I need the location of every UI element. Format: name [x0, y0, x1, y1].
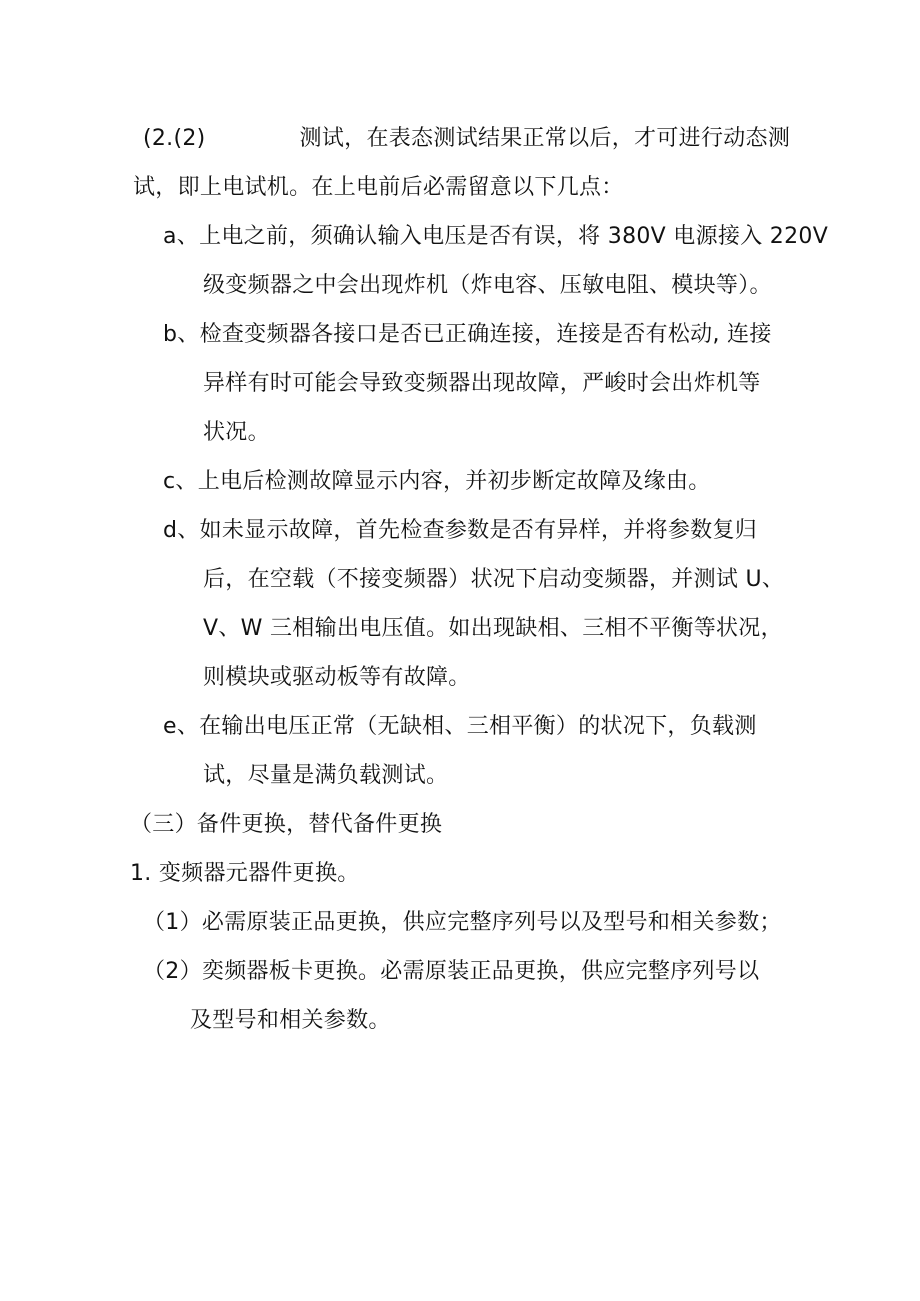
item-c-line-1: c、上电后检测故障显示内容，并初步断定故障及缘由。 [163, 469, 711, 494]
item-d-line-2: 后，在空载（不接变频器）状况下启动变频器，并测试 U、 [203, 567, 785, 592]
section-2-2-number: (2.(2) [143, 126, 206, 151]
section-2-2-line-1 [143, 124, 790, 154]
section-2-2-text-1: 测试，在表态测试结果正常以后，才可进行动态测 [299, 126, 791, 151]
item-b-line-3: 状况。 [203, 420, 270, 445]
item-d-line-4: 则模块或驱动板等有故障。 [203, 665, 471, 690]
section-3-paragraph-2-line-2: 及型号和相关参数。 [190, 1008, 391, 1033]
item-b-line-1: b、检查变频器各接口是否已正确连接，连接是否有松动, 连接 [163, 322, 772, 347]
section-3-paragraph-1: （1）必需原装正品更换，供应完整序列号以及型号和相关参数； [143, 910, 782, 935]
section-2-2-line-2: 试，即上电试机。在上电前后必需留意以下几点： [133, 175, 624, 200]
item-d-line-1: d、如未显示故障，首先检查参数是否有异样，并将参数复归 [163, 518, 758, 543]
item-e-line-1: e、在输出电压正常（无缺相、三相平衡）的状况下，负载测 [163, 714, 757, 739]
item-b-line-2: 异样有时可能会导致变频器出现故障，严峻时会出炸机等 [203, 371, 761, 396]
section-3-paragraph-2-line-1: （2）奕频器板卡更换。必需原装正品更换，供应完整序列号以 [143, 959, 760, 984]
section-3-subheading-1: 1. 变频器元器件更换。 [130, 861, 360, 886]
item-a-line-2: 级变频器之中会出现炸机（炸电容、压敏电阻、模块等）。 [203, 273, 772, 298]
section-3-heading: （三）备件更换，替代备件更换 [130, 812, 443, 837]
item-a-line-1: a、上电之前，须确认输入电压是否有误，将 380V 电源接入 220V [163, 224, 829, 249]
item-e-line-2: 试，尽量是满负载测试。 [203, 763, 449, 788]
item-d-line-3: V、W 三相输出电压值。如出现缺相、三相不平衡等状况， [203, 616, 783, 641]
